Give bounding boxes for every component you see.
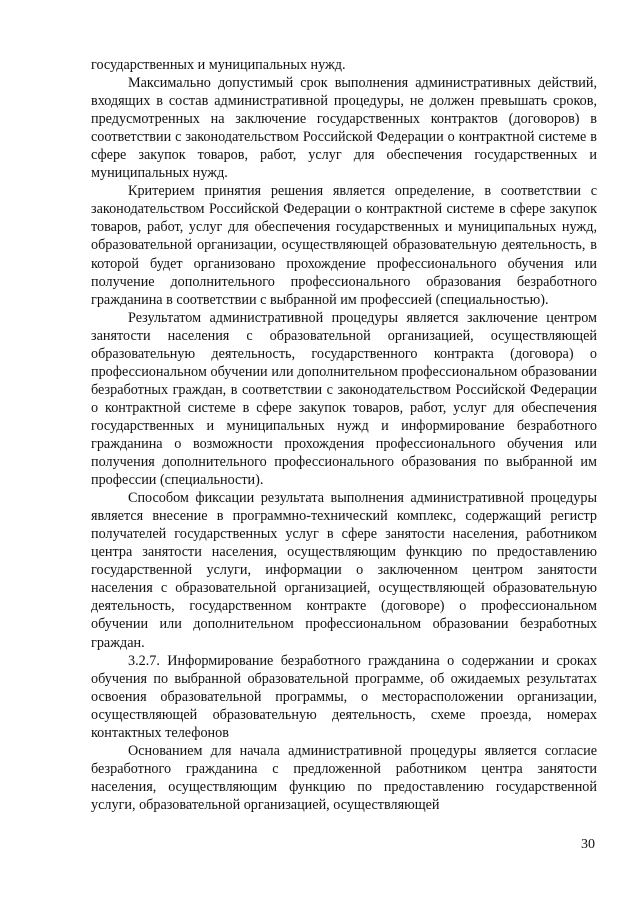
paragraph: Максимально допустимый срок выполнения административных действий, входящих в состав административной процедуры, не должен превышать сроков, предусмотренных на заключение государственных контрактов (договоров) в соответствии с законодательством Российской Федерации о контрактной системе в сфере закупок товаров, работ, услуг для обеспечения государственных и муниципальных нужд.: [91, 75, 597, 182]
document-page: [91, 56, 597, 814]
paragraph: Способом фиксации результата выполнения административной процедуры является внесение в программно-технический комплекс, содержащий регистр получателей государственных услуг в сфере занятости населения, работником центра занятости населения, осуществляющим функцию по предоставлению государственной услуги, информации о заключенном центром занятости населения с образовательной организацией, осуществляющей образовательную деятельность, государственном контракте (договоре) о профессиональном обучении или дополнительном профессиональном образовании безработных граждан.: [91, 490, 597, 651]
page-number: 30: [581, 837, 595, 852]
paragraph: государственных и муниципальных нужд.: [91, 57, 346, 73]
paragraph: Основанием для начала административной процедуры является согласие безработного гражданина с предложенной работником центра занятости населения, осуществляющим функцию по предоставлению государственной услуги, образовательной организацией, осуществляющей: [91, 742, 597, 813]
paragraph: Результатом административной процедуры является заключение центром занятости населения с образовательной организацией, осуществляющей образовательную деятельность, государственного контракта (договора) о профессиональном обучении или дополнительном профессиональном образовании безработных граждан, в соответствии с законодательством Российской Федерации о контрактной системе в сфере закупок товаров, работ, услуг для обеспечения государственных и муниципальных нужд и информирование безработного гражданина о возможности прохождения профессионального обучения или получения дополнительного профессионального образования по выбранной им профессии (специальности).: [91, 309, 597, 489]
paragraph: Критерием принятия решения является определение, в соответствии с законодательством Российской Федерации о контрактной системе в сфере закупок товаров, работ, услуг для обеспечения государственных и муниципальных нужд, образовательной организации, осуществляющей образовательную деятельность, в которой будет организовано прохождение профессионального обучения или получение дополнительного профессионального образования безработного гражданина в соответствии с выбранной им профессией (специальностью).: [91, 183, 597, 308]
section-heading-paragraph: 3.2.7. Информирование безработного гражданина о содержании и сроках обучения по выбранной образовательной программе, об ожидаемых результатах освоения образовательной программы, о месторасположении организации, осуществляющей образовательную деятельность, схеме проезда, номерах контактных телефонов: [91, 652, 597, 741]
